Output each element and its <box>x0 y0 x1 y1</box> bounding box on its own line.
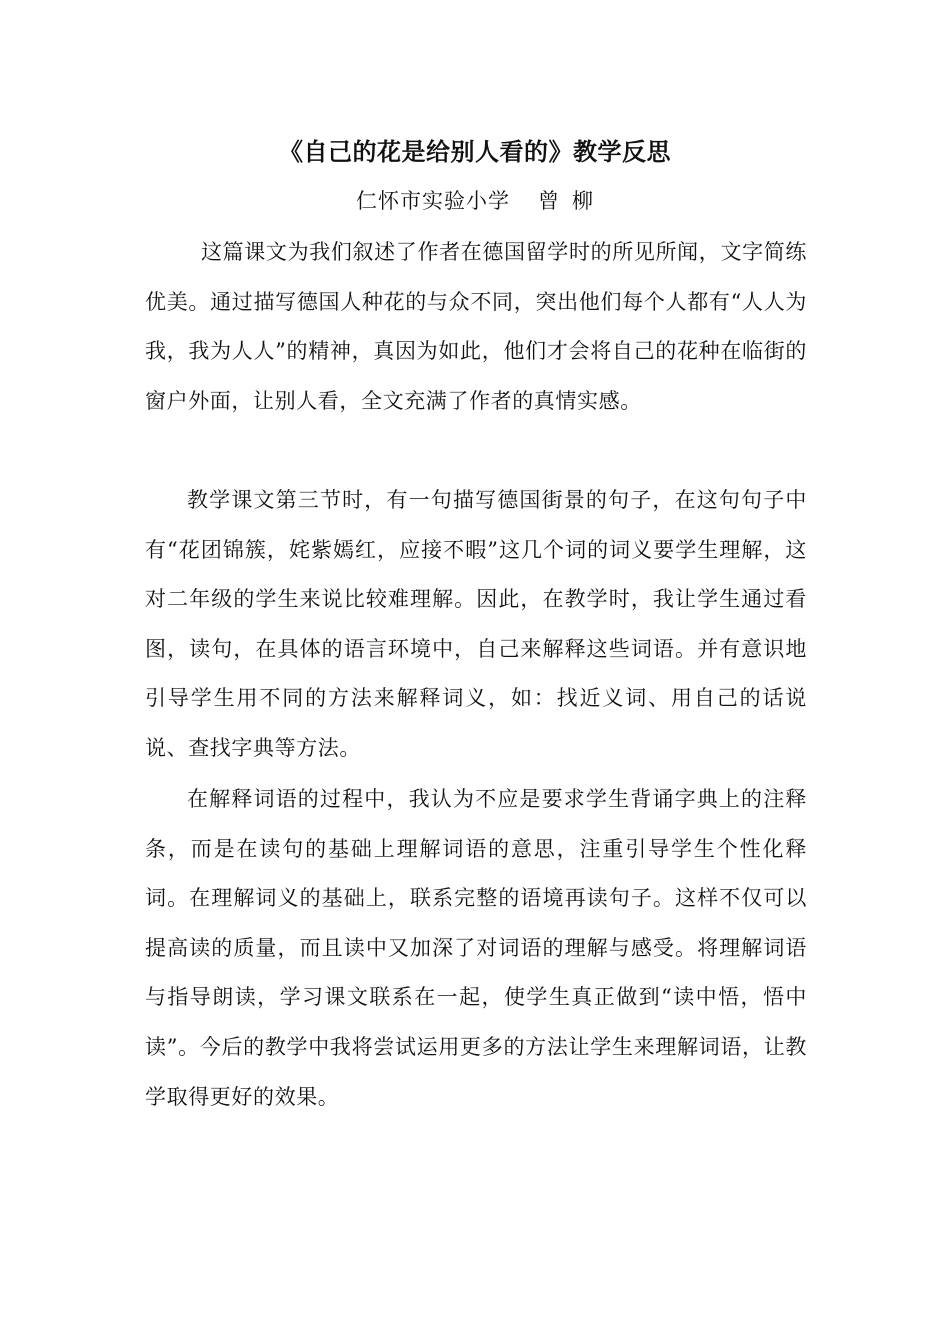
paragraph-word-explanation: 在解释词语的过程中，我认为不应是要求学生背诵字典上的注释条，而是在读句的基础上理解词语的意思，注重引导学生个性化释词。在理解词义的基础上，联系完整的语境再读句子。这样不仅可以提高读的质量，而且读中又加深了对词语的理解与感受。将理解词语与指导朗读，学习课文联系在一起，使学生真正做到“读中悟，悟中读”。今后的教学中我将尝试运用更多的方法让学生来理解词语，让教学取得更好的效果。 <box>145 787 807 1109</box>
document-title: 《自己的花是给别人看的》教学反思 <box>279 138 671 166</box>
author-surname: 曾 <box>538 189 560 213</box>
paragraph-intro: 这篇课文为我们叙述了作者在德国留学时的所见所闻，文字简练优美。通过描写德国人种花的与众不同，突出他们每个人都有“人人为我，我为人人”的精神，真因为如此，他们才会将自己的花种在临街的窗户外面，让别人看，全文充满了作者的真情实感。 <box>145 240 807 413</box>
author-line <box>0 184 950 218</box>
author-given-name: 柳 <box>572 189 594 213</box>
author-school: 仁怀市实验小学 <box>356 189 510 213</box>
paragraph-teaching-section: 教学课文第三节时，有一句描写德国街景的句子，在这句句子中有“花团锦簇，姹紫嫣红，应接不暇”这几个词的词义要学生理解，这对二年级的学生来说比较难理解。因此，在教学时，我让学生通过看图，读句，在具体的语言环境中，自己来解释这些词语。并有意识地引导学生用不同的方法来解释词义，如：找近义词、用自己的话说说、查找字典等方法。 <box>145 488 807 760</box>
